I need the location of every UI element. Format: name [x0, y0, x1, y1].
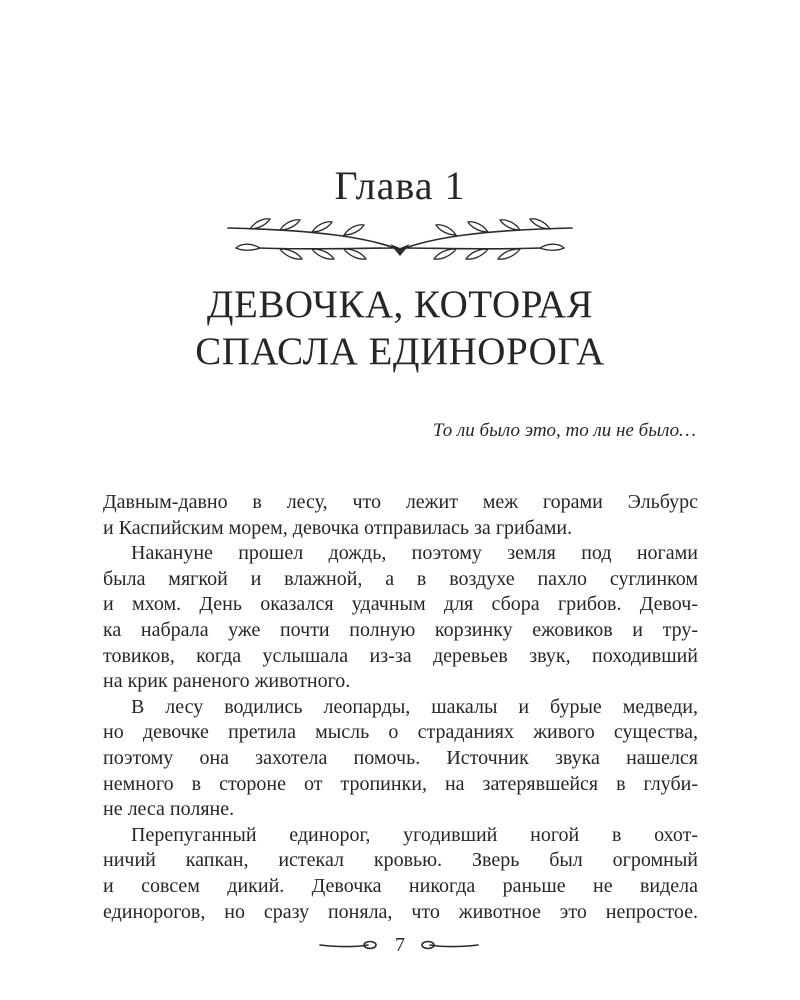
text-line: Накануне прошел дождь, поэтому земля под ногами: [131, 542, 698, 565]
text-line: поэтому она захотела помочь. Источник звука нашелся: [103, 746, 698, 769]
text-line: товиков, когда услышала из-за деревьев звук, походивший: [103, 644, 698, 667]
text-line: на крик раненого животного.: [103, 670, 351, 693]
text-line: Перепуганный единорог, угодивший ногой в охот-: [131, 823, 698, 846]
text-line: и Каспийским морем, девочка отправилась за грибами.: [103, 516, 573, 539]
laurel-branch-divider-icon: [220, 208, 580, 268]
page-footer: [0, 930, 800, 960]
text-line: Давным-давно в лесу, что лежит меж горами Эльбурс: [103, 491, 698, 513]
body-text: [103, 490, 698, 925]
text-line: единорогов, но сразу поняла, что животное это непростое.: [103, 900, 698, 923]
text-line: ничий капкан, истекал кровью. Зверь был огромный: [103, 849, 698, 872]
chapter-title: [0, 281, 800, 375]
text-line: и совсем дикий. Девочка никогда раньше не видела: [103, 874, 698, 897]
chapter-label: Глава 1: [334, 163, 466, 208]
text-line: немного в стороне от тропинки, на затерявшейся в глуби-: [103, 772, 698, 795]
text-line: была мягкой и влажной, а в воздухе пахло суглинком: [103, 567, 698, 590]
text-line: и мхом. День оказался удачным для сбора грибов. Девоч-: [103, 593, 698, 616]
page-number: 7: [395, 934, 405, 956]
chapter-title-line: СПАСЛА ЕДИНОРОГА: [195, 330, 605, 373]
epigraph: То ли было это, то ли не было…: [432, 420, 696, 441]
text-line: ка набрала уже почти полную корзинку ежовиков и тру-: [103, 618, 698, 641]
text-line: не леса поляне.: [103, 798, 235, 821]
text-line: В лесу водились леопарды, шакалы и бурые медведи,: [131, 695, 698, 718]
scroll-flourish-icon: [318, 938, 378, 952]
text-line: но девочке претила мысль о страданиях живого существа,: [103, 721, 698, 744]
chapter-title-line: ДЕВОЧКА, КОТОРАЯ: [206, 283, 594, 326]
scroll-flourish-icon: [420, 938, 480, 952]
